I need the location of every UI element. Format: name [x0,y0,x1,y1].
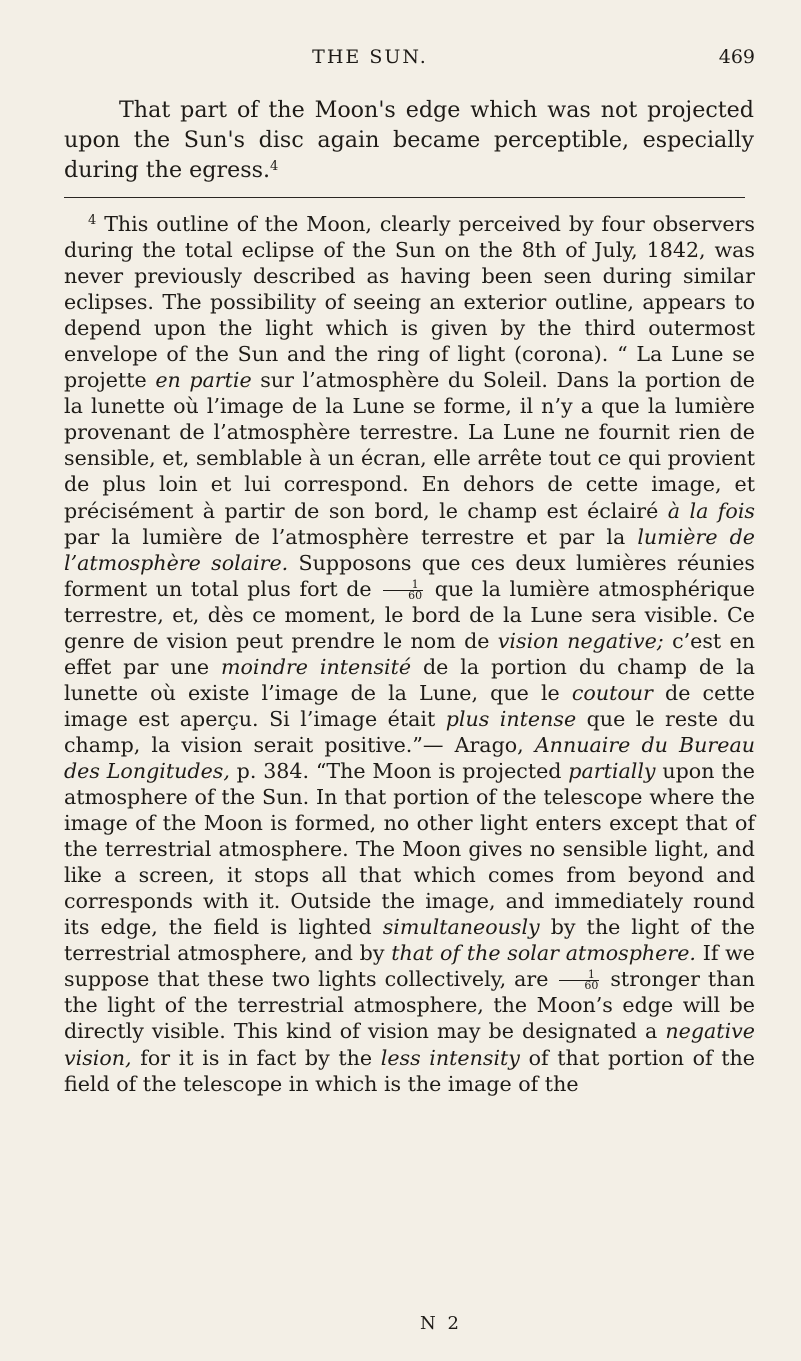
page-number: 469 [718,46,755,68]
fraction-numerator: 1 [559,970,599,981]
footnote-text: This outline of the Moon, clearly perceived by four observers during the total eclipse of the Sun on the 8th of July, 1842, was never previously described as having been seen during similar eclipses. The possibility of seeing an exterior outline, appears to depend upon the light which is given by the third outermost envelope of the Sun and the ring of light (corona). “ La Lune se projette [64,212,756,393]
footnote-italic: moindre intensité [220,654,412,679]
footnote-italic: partially [568,758,656,783]
footnote-text: by the light of the terrestrial atmosphere, and by [64,915,755,966]
footnote-text: sur l’atmosphère du Soleil. Dans la portion de la lunette où l’image de la Lune se forme, il n’y a que la lumière provenant de l’atmosphère terrestre. La Lune ne fournit rien de sensible, et, semblable à un écran, elle arrête tout ce qui provient de plus loin et lui correspond. En dehors de cette image, et précisément à partir de son bord, le champ est éclairé [64,368,755,523]
footnote-text: upon the atmosphere of the Sun. In that portion of the telescope where the image of the Moon is formed, no other light enters except that of the terrestrial atmosphere. The Moon gives no sensible light, and like a screen, it stops all that which comes from beyond and corresponds with it. Outside the image, and immediately round its edge, the field is lighted [64,758,755,940]
footnote-divider [64,197,745,198]
footnote-text: que la lumière atmosphérique terrestre, et, dès ce moment, le bord de la Lune sera visible. Ce genre de vision peut prendre le nom de [64,576,755,653]
footnote-marker: 4 [88,213,97,228]
footnote-italic: à la fois [667,498,755,523]
footnote [64,211,755,1097]
running-head: THE SUN. [312,46,428,68]
fraction-denominator: 60 [584,979,599,993]
footnote-text: de cette image est aperçu. Si l’image était [64,680,755,731]
footnote-text: If we suppose that these two lights collectively, are [64,941,755,992]
main-paragraph [64,95,754,185]
footnote-italic: less intensity [380,1045,520,1070]
footnote-italic: vision negative; [497,628,664,653]
footnote-italic: plus intense [445,706,577,731]
footnote-italic: coutour [571,680,653,705]
footnote-text: c’est en effet par une [64,628,755,679]
footnote-text: que le reste du champ, la vision serait positive.”— Arago, [64,706,755,757]
footnote-text: de la portion du champ de la lunette où existe l’image de la Lune, que le [64,654,755,705]
footnote-italic: simultaneously [382,915,540,940]
signature-mark: N 2 [420,1313,462,1334]
footnote-text: Supposons que ces deux lumières réunies forment un total plus fort de [64,550,755,601]
page-header [0,46,801,76]
footnote-reference: 4 [270,159,279,174]
main-text: That part of the Moon's edge which was not projected upon the Sun's disc again became perceptible, especially during the egress. [64,97,754,183]
fraction [559,970,599,991]
footnote-text: for it is in fact by the [131,1045,381,1070]
footnote-italic: Annuaire du Bureau des Longitudes, [64,732,755,783]
footnote-italic: lumière de l’atmosphère solaire. [64,524,755,575]
footnote-text: stronger than the light of the terrestrial atmosphere, the Moon’s edge will be directly visible. This kind of vision may be designated a [64,967,755,1044]
fraction-numerator: 1 [383,580,423,591]
footnote-italic: negative vision, [64,1019,755,1070]
footnote-italic: en partie [155,368,252,393]
footnote-text: of that portion of the field of the telescope in which is the image of the [64,1045,755,1096]
footnote-text: par la lumière de l’atmosphère terrestre et par la [64,524,638,549]
footnote-text: p. 384. “The Moon is projected [229,758,569,783]
fraction-denominator: 60 [408,588,423,602]
footnote-italic: that of the solar atmosphere. [391,941,696,966]
fraction [383,577,423,602]
